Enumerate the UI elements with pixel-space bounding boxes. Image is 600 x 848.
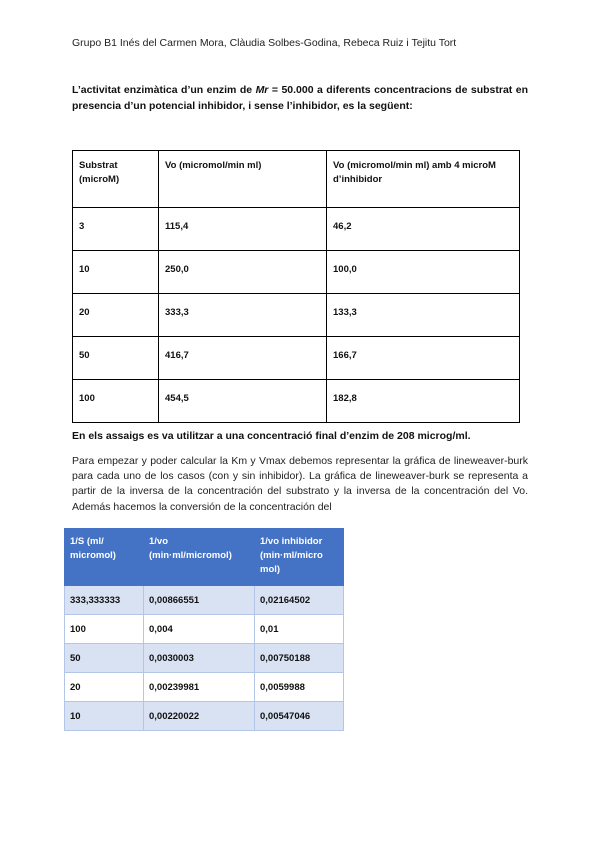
table-cell: 100 — [73, 380, 159, 423]
reciprocal-table — [64, 528, 344, 731]
table-cell: 20 — [65, 673, 144, 702]
table-cell: 0,02164502 — [255, 586, 344, 615]
table-cell: 0,00866551 — [144, 586, 255, 615]
header-cell-inverse-vo: 1/vo (min·ml/micromol) — [144, 529, 255, 586]
table-cell: 100,0 — [327, 251, 520, 294]
intro-text-before: L’activitat enzimàtica d’un enzim de — [72, 84, 256, 96]
molecular-weight-symbol: Mr — [255, 84, 269, 96]
header-cell-vo-inhibitor: Vo (micromol/min ml) amb 4 microM d’inhibidor — [327, 151, 520, 208]
table-cell: 10 — [73, 251, 159, 294]
header-cell-inverse-vo-inhibitor: 1/vo inhibidor (min·ml/micro mol) — [255, 529, 344, 586]
table-header-row — [73, 151, 520, 208]
table-row — [65, 702, 344, 731]
table-cell: 333,3 — [159, 294, 327, 337]
table-cell: 0,0030003 — [144, 644, 255, 673]
table-cell: 0,00239981 — [144, 673, 255, 702]
table-cell: 416,7 — [159, 337, 327, 380]
table-cell: 0,00750188 — [255, 644, 344, 673]
intro-text-after: = 50.000 a diferents concentracions de substrat en presencia d’un potencial inhibidor, i sense l’inhibidor, es la següent: — [72, 84, 528, 112]
header-cell-inverse-substrate: 1/S (ml/ micromol) — [65, 529, 144, 586]
document-header: Grupo B1 Inés del Carmen Mora, Clàudia Solbes-Godina, Rebeca Ruiz i Tejitu Tort — [72, 37, 457, 49]
intro-paragraph — [72, 82, 528, 114]
table-cell: 454,5 — [159, 380, 327, 423]
table-cell: 50 — [65, 644, 144, 673]
table-cell: 166,7 — [327, 337, 520, 380]
table-cell: 250,0 — [159, 251, 327, 294]
table-cell: 333,333333 — [65, 586, 144, 615]
table-cell: 0,00547046 — [255, 702, 344, 731]
activity-table — [72, 150, 520, 423]
table-cell: 3 — [73, 208, 159, 251]
table-cell: 46,2 — [327, 208, 520, 251]
table-cell: 133,3 — [327, 294, 520, 337]
table-cell: 115,4 — [159, 208, 327, 251]
table-row — [73, 251, 520, 294]
table-cell: 0,0059988 — [255, 673, 344, 702]
table-row — [65, 586, 344, 615]
table-row — [65, 615, 344, 644]
table-row — [73, 294, 520, 337]
header-cell-substrate: Substrat (microM) — [73, 151, 159, 208]
table-cell: 0,01 — [255, 615, 344, 644]
table-cell: 182,8 — [327, 380, 520, 423]
table-cell: 0,00220022 — [144, 702, 255, 731]
table-row — [73, 208, 520, 251]
table-row — [65, 644, 344, 673]
enzyme-concentration-note: En els assaigs es va utilitzar a una concentració final d’enzim de 208 microg/ml. — [72, 430, 471, 442]
table-cell: 10 — [65, 702, 144, 731]
table-cell: 0,004 — [144, 615, 255, 644]
lineweaver-burk-paragraph: Para empezar y poder calcular la Km y Vmax debemos representar la gráfica de lineweaver-burk para cada uno de los casos (con y sin inhibidor). La gráfica de lineweaver-burk se representa a partir de la inversa de la concentración del substrato y la inversa de la concentración del Vo. Además hacemos la conversión de la concentración del — [72, 455, 528, 513]
table-row — [65, 673, 344, 702]
table-row — [73, 380, 520, 423]
table-header-row — [65, 529, 344, 586]
table-row — [73, 337, 520, 380]
table-cell: 20 — [73, 294, 159, 337]
table-cell: 100 — [65, 615, 144, 644]
header-cell-vo: Vo (micromol/min ml) — [159, 151, 327, 208]
table-cell: 50 — [73, 337, 159, 380]
